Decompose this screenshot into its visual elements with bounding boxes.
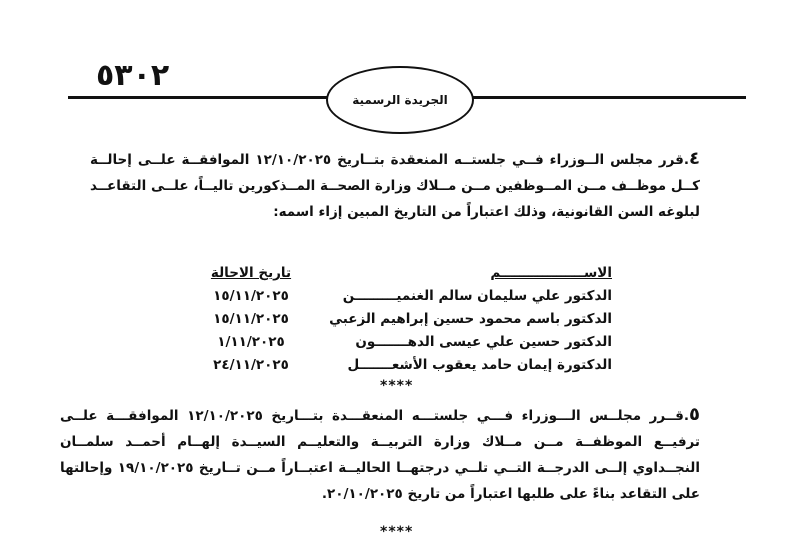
separator-stars: **** [380, 378, 414, 394]
table-row [196, 308, 612, 331]
item-5-number: ٥ [689, 404, 700, 425]
table-header-row [196, 262, 612, 285]
row-date: ١٥/١١/٢٠٢٥ [213, 288, 289, 304]
table-row [196, 285, 612, 308]
row-name: الدكتور باسم محمود حسين إبراهيم الزعبي [329, 311, 612, 327]
row-name: الدكتور علي سليمان سالم الغنميـــــــــن [342, 288, 612, 304]
item-4-text: .قرر مجلس الــوزراء فــي جلستــه المنعقدة بتــاريخ ١٢/١٠/٢٠٢٥ الموافقــة علــى إحالــة كــل موظــف مــن المــوظفين مــن مــلاك وزارة الصحــة المــذكورين تاليــاً، علــى التقاعــد لبلوغه السن القانونية، وذلك اعتباراً من التاريخ المبين إزاء اسمه: [90, 152, 700, 220]
item-4-number: ٤ [689, 148, 700, 169]
header-name: الاســــــــــــــــــم [490, 265, 612, 281]
item-5-paragraph [60, 402, 700, 507]
separator-stars: **** [380, 524, 414, 540]
item-4-paragraph [90, 146, 700, 225]
gazette-title: الجريدة الرسمية [352, 93, 448, 107]
row-name: الدكتور حسين علي عيسى الدهـــــــون [355, 334, 612, 350]
header-date: تاريخ الاحالة [210, 265, 292, 281]
row-date: ١٥/١١/٢٠٢٥ [213, 311, 289, 327]
gazette-title-oval [326, 66, 474, 134]
row-date: ١/١١/٢٠٢٥ [217, 334, 285, 350]
row-date: ٢٤/١١/٢٠٢٥ [213, 357, 289, 373]
table-row [196, 354, 612, 377]
page-number: ٥٣٠٢ [96, 58, 170, 93]
row-name: الدكتورة إيمان حامد يعقوب الأشعـــــــل [347, 357, 612, 373]
item-5-text: .قــرر مجلــس الـــوزراء فـــي جلستـــه المنعقـــدة بتـــاريخ ١٢/١٠/٢٠٢٥ الموافقـــة علــى ترفيــع الموظفــة مــن مــلاك وزارة التربيــة والتعليــم السيــدة إلهــام أحمــد سلمــان النجــداوي إلــى الدرجــة التــي تلــي درجتهــا الحاليــة اعتبــاراً مــن تــاريخ ١٩/١٠/٢٠٢٥ وإحالتها على التقاعد بناءً على طلبها اعتباراً من تاريخ ٢٠/١٠/٢٠٢٥. [60, 408, 700, 502]
table-row [196, 331, 612, 354]
retirement-table [196, 262, 612, 377]
